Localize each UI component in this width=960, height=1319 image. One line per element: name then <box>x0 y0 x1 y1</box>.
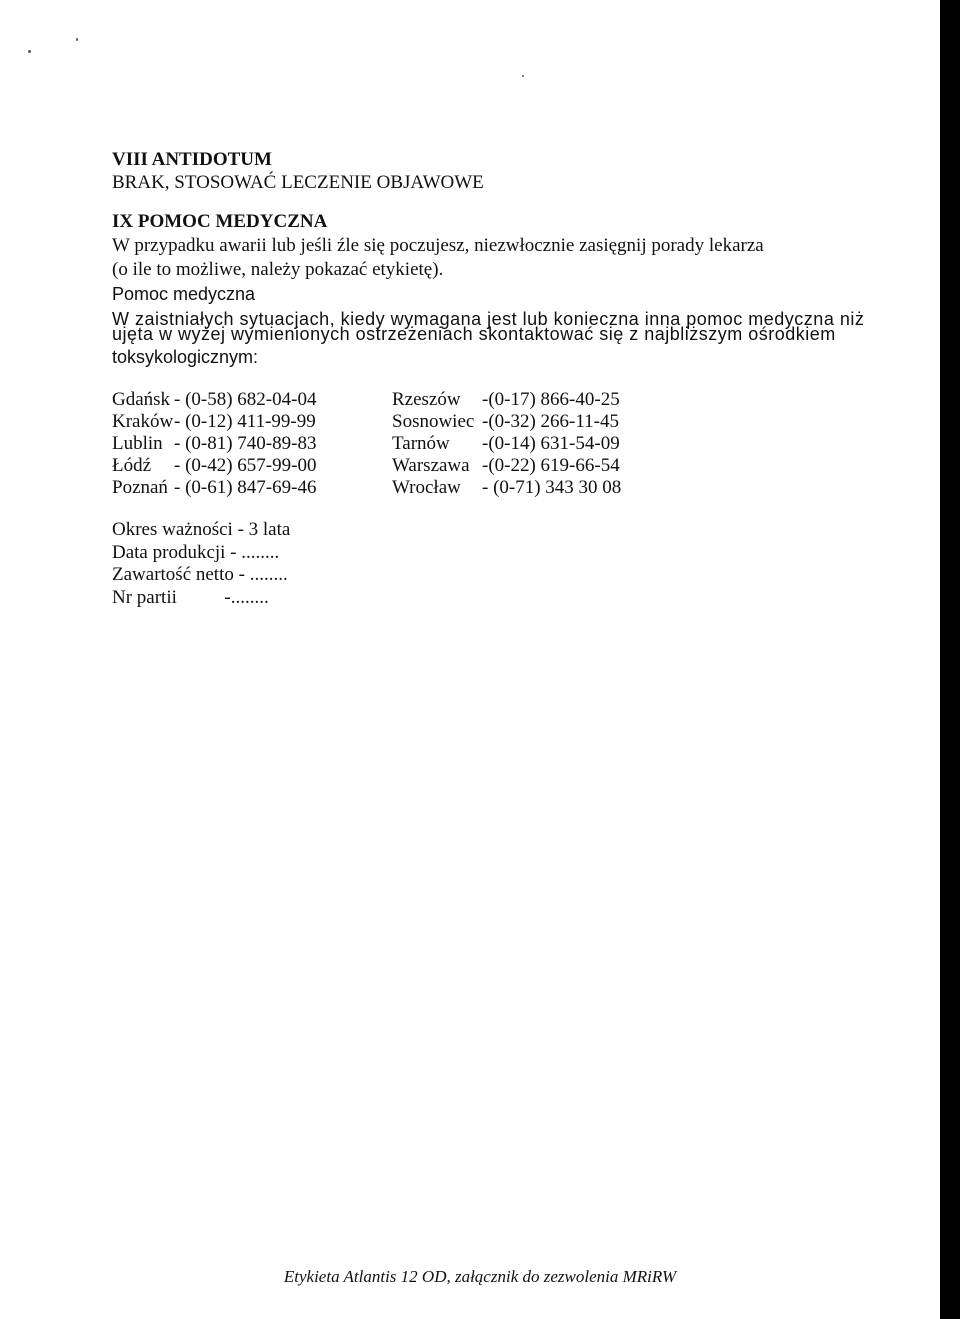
section9-para1: W zaistniałych sytuacjach, kiedy wymagana jest lub konieczna inna pomoc medyczna niż <box>112 309 865 329</box>
scan-speck <box>522 75 524 77</box>
section9-subheading: Pomoc medyczna <box>112 284 256 304</box>
center-city: Kraków <box>112 411 174 432</box>
scan-speck <box>76 38 78 41</box>
center-city: Rzeszów <box>392 389 461 410</box>
center-phone: - (0-71) 343 30 08 <box>482 477 622 498</box>
section9-para3: toksykologicznym: <box>112 347 259 367</box>
center-phone: - (0-12) 411-99-99 <box>174 411 316 432</box>
center-phone: -(0-14) 631-54-09 <box>482 433 620 454</box>
production-date: Data produkcji - ........ <box>112 542 280 563</box>
section9-para2: ujęta w wyżej wymienionych ostrzeżeniach skontaktować się z najbliższym ośrodkiem <box>112 324 836 344</box>
center-city: Poznań <box>112 477 168 498</box>
center-city: Warszawa <box>392 455 470 476</box>
center-phone: -(0-17) 866-40-25 <box>482 389 620 410</box>
center-city: Lublin <box>112 433 163 454</box>
scan-edge-bar <box>940 0 960 1319</box>
center-phone: - (0-61) 847-69-46 <box>174 477 317 498</box>
batch-number: Nr partii -........ <box>112 587 269 608</box>
center-city: Łódź <box>112 455 152 476</box>
center-city: Sosnowiec <box>392 411 475 432</box>
center-phone: - (0-81) 740-89-83 <box>174 433 317 454</box>
center-phone: - (0-58) 682-04-04 <box>174 389 317 410</box>
section9-line1: W przypadku awarii lub jeśli źle się poczujesz, niezwłocznie zasięgnij porady lekarza <box>112 235 764 256</box>
section9-heading: IX POMOC MEDYCZNA <box>112 211 328 232</box>
center-city: Tarnów <box>392 433 450 454</box>
section8-text: BRAK, STOSOWAĆ LECZENIE OBJAWOWE <box>112 172 484 193</box>
center-phone: -(0-32) 266-11-45 <box>482 411 620 432</box>
center-city: Wrocław <box>392 477 461 498</box>
section8-heading: VIII ANTIDOTUM <box>112 149 272 170</box>
section9-line2: (o ile to możliwe, należy pokazać etykietę). <box>112 259 444 280</box>
net-content: Zawartość netto - ........ <box>112 564 288 585</box>
footer-note: Etykieta Atlantis 12 OD, załącznik do zezwolenia MRiRW <box>283 1267 677 1286</box>
center-phone: -(0-22) 619-66-54 <box>482 455 620 476</box>
center-phone: - (0-42) 657-99-00 <box>174 455 317 476</box>
center-city: Gdańsk <box>112 389 171 410</box>
validity-period: Okres ważności - 3 lata <box>112 519 291 540</box>
scan-speck <box>28 50 31 53</box>
